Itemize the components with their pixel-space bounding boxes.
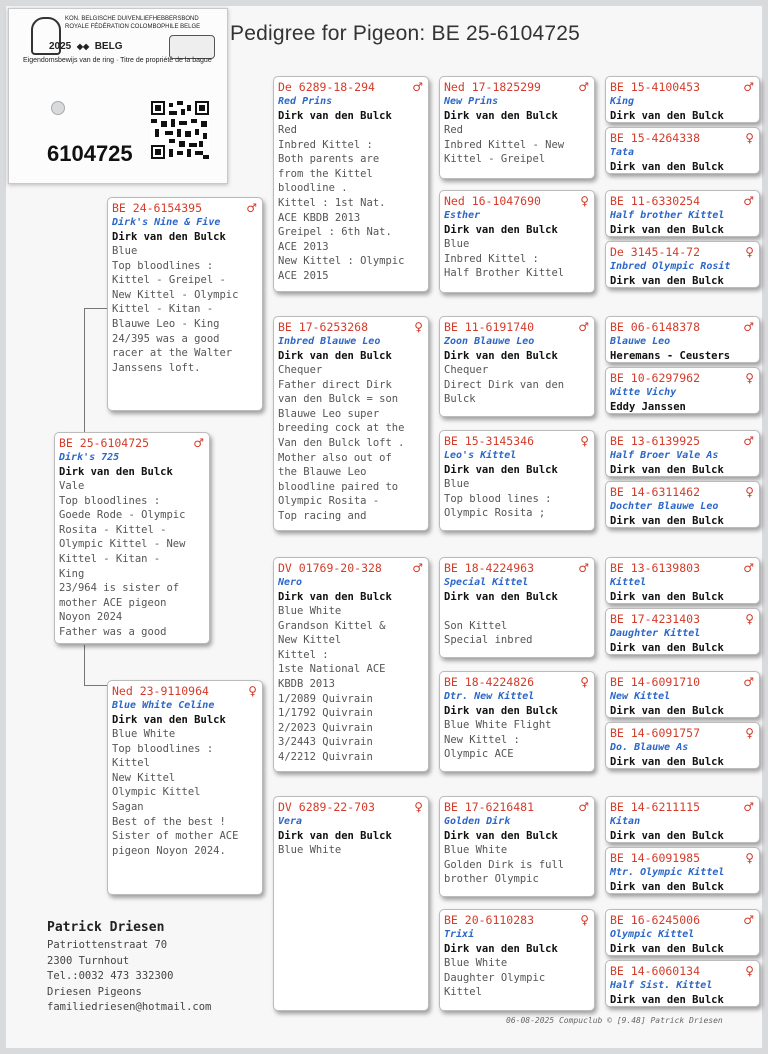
breeder-name: Dirk van den Bulck	[112, 231, 226, 243]
qr-code-icon	[151, 101, 209, 159]
pigeon-info-line: Olympic Rosita ;	[444, 507, 546, 520]
breeder-name: Dirk van den Bulck	[278, 830, 392, 842]
pigeon-info-line: racer at the Walter	[112, 347, 233, 360]
ring-number: BE 11-6330254	[610, 194, 701, 208]
pigeon-info-line: Inbred Kittel :	[444, 252, 539, 265]
breeder-name: Dirk van den Bulck	[278, 591, 392, 603]
pigeon-info-line: Blauwe Leo super	[278, 407, 380, 420]
pigeon-info-line: Red	[278, 124, 297, 136]
pigeon-info-line: Blue White	[444, 844, 508, 856]
ring-number: BE 14-6211115	[610, 800, 701, 814]
male-icon: ♂	[246, 201, 257, 215]
pigeon-info-line: Son Kittel	[444, 619, 508, 632]
pigeon-info-line: Olympic ACE	[444, 748, 514, 761]
pigeon-name: Leo's Kittel	[444, 450, 517, 461]
pigeon-info-line: Direct Dirk van den	[444, 378, 565, 391]
ring-number-row	[112, 684, 257, 699]
pigeon-info-line: New Kittel	[278, 634, 342, 647]
pigeon-info-line: Kittel - Greipel	[444, 153, 546, 166]
breeder-name: Dirk van den Bulck	[610, 756, 724, 768]
pigeon-name: Esther	[444, 210, 481, 221]
ring-number-row	[610, 131, 754, 146]
pigeon-card[interactable]	[439, 909, 595, 1011]
female-icon: ♀	[745, 964, 754, 978]
female-icon: ♀	[580, 434, 589, 448]
connector-line	[84, 308, 109, 433]
pigeon-info-line: Half Brother Kittel	[444, 267, 565, 280]
pigeon-name: Daughter Kittel	[610, 628, 701, 639]
pigeon-info-line: Blue	[444, 238, 470, 250]
pigeon-info-line: Vale	[59, 480, 85, 492]
ring-number-row	[610, 851, 754, 866]
pigeon-info-line: Best of the best !	[112, 815, 226, 828]
pigeon-info-line: Kittel - Kitan -	[112, 303, 214, 316]
pigeon-info-line: Noyon 2024	[59, 611, 123, 624]
pigeon-card[interactable]	[605, 608, 760, 655]
fci-logo-icon	[169, 35, 215, 59]
breeder-name: Dirk van den Bulck	[610, 110, 724, 122]
breeder-name: Dirk van den Bulck	[610, 224, 724, 236]
pigeon-info-line: Special inbred	[444, 634, 533, 647]
ring-number: BE 13-6139803	[610, 561, 701, 575]
pigeon-info-line: 3/2443 Quivrain	[278, 736, 373, 749]
pigeon-card[interactable]	[439, 557, 595, 658]
pigeon-name: King	[610, 96, 635, 107]
pigeon-info-line: mother ACE pigeon	[59, 596, 167, 609]
breeder-name: Dirk van den Bulck	[444, 591, 558, 603]
pigeon-info-line: pigeon Noyon 2024.	[112, 844, 226, 857]
breeder-name: Dirk van den Bulck	[610, 161, 724, 173]
ring-subtitle: Eigendomsbewijs van de ring · Titre de propriété de la bague	[23, 57, 212, 64]
ring-number-row	[444, 80, 589, 95]
ring-header-line: ROYALE FÉDÉRATION COLOMBOPHILE BELGE	[65, 24, 201, 30]
female-icon: ♀	[580, 194, 589, 208]
pigeon-info-line: the Blauwe Leo	[278, 466, 367, 479]
ring-number-row	[610, 964, 754, 979]
ring-number: BE 25-6104725	[59, 436, 150, 450]
pigeon-info-line: Top bloodlines :	[112, 742, 214, 755]
pigeon-name: New Kittel	[610, 691, 671, 702]
pigeon-info-line: Kittel - Greipel -	[112, 274, 226, 287]
ring-number: BE 15-4100453	[610, 80, 701, 94]
pigeon-info-line: Mother also out of	[278, 451, 392, 464]
pigeon-info-line: Father was a good	[59, 625, 167, 638]
pigeon-info-line: Father direct Dirk	[278, 378, 392, 391]
ring-number-row	[610, 194, 754, 209]
pigeon-name: Special Kittel	[444, 577, 529, 588]
pigeon-info-line: Inbred Kittel - New	[444, 138, 565, 151]
ring-number: DV 6289-22-703	[278, 800, 375, 814]
pigeon-info-line: bloodline .	[278, 182, 348, 195]
ring-number: De 6289-18-294	[278, 80, 375, 94]
male-icon: ♂	[743, 675, 754, 689]
ring-header-line: KON. BELGISCHE DUIVENLIEFHEBBERSBOND	[65, 16, 199, 22]
pigeon-info-line: Rosita - Kittel -	[59, 523, 167, 536]
ring-number-row	[278, 320, 423, 335]
ring-number: BE 17-4231403	[610, 612, 701, 626]
pigeon-name: New Prins	[444, 96, 499, 107]
ring-number: BE 10-6297962	[610, 371, 701, 385]
owner-email: familiedriesen@hotmail.com	[47, 1001, 212, 1013]
pigeon-info-line: New Kittel :	[444, 733, 520, 746]
ring-number-row	[610, 675, 754, 690]
pigeon-name: Trixi	[444, 929, 475, 940]
pigeon-card[interactable]	[54, 432, 210, 644]
pigeon-name: Half brother Kittel	[610, 210, 725, 221]
pigeon-card[interactable]	[605, 909, 760, 956]
ring-number-row	[610, 800, 754, 815]
breeder-name: Dirk van den Bulck	[610, 591, 724, 603]
pigeon-info-line: 23/964 is sister of	[59, 582, 180, 595]
pigeon-name: Inbred Olympic Rosit	[610, 261, 731, 272]
ring-number-row	[278, 800, 423, 815]
pigeon-name: Blue White Celine	[112, 700, 215, 711]
pigeon-card[interactable]	[439, 671, 595, 772]
breeder-name: Dirk van den Bulck	[278, 350, 392, 362]
pigeon-card[interactable]	[439, 430, 595, 531]
pigeon-info-line: Blauwe Leo - King	[112, 317, 220, 330]
pigeon-info-line: Inbred Kittel :	[278, 138, 373, 151]
ring-country: BELG	[94, 41, 123, 52]
owner-block	[47, 918, 211, 1016]
pigeon-info-line: ACE 2015	[278, 269, 329, 282]
pigeon-info-line: Olympic Rosita -	[278, 495, 380, 508]
pigeon-info-line: Sister of mother ACE	[112, 830, 239, 843]
ring-number: BE 18-4224963	[444, 561, 535, 575]
pigeon-info-line: Blue	[112, 245, 138, 257]
male-icon: ♂	[743, 800, 754, 814]
breeder-name: Dirk van den Bulck	[610, 515, 724, 527]
breeder-name: Dirk van den Bulck	[59, 466, 173, 478]
male-icon: ♂	[193, 436, 204, 450]
ring-number: BE 20-6110283	[444, 913, 535, 927]
owner-loft: Driesen Pigeons	[47, 985, 142, 998]
pigeon-info-line: Janssens loft.	[112, 361, 201, 374]
pigeon-name: Vera	[278, 816, 303, 827]
breeder-name: Heremans - Ceusters	[610, 350, 731, 362]
ring-number: BE 06-6148378	[610, 320, 701, 334]
ring-number-row	[610, 726, 754, 741]
pigeon-name: Mtr. Olympic Kittel	[610, 867, 725, 878]
pigeon-card[interactable]	[439, 76, 595, 179]
pigeon-info-line: Blue White	[444, 957, 508, 969]
female-icon: ♀	[745, 485, 754, 499]
breeder-name: Dirk van den Bulck	[278, 110, 392, 122]
male-icon: ♂	[578, 800, 589, 814]
ring-number-row	[444, 561, 589, 576]
pigeon-info-line: brother Olympic	[444, 873, 539, 886]
pigeon-card[interactable]	[605, 76, 760, 123]
pigeon-card[interactable]	[439, 796, 595, 897]
pigeon-info-line: King	[59, 567, 85, 580]
breeder-name: Dirk van den Bulck	[444, 110, 558, 122]
pigeon-info-line: Bulck	[444, 393, 476, 406]
breeder-name: Dirk van den Bulck	[444, 705, 558, 717]
ring-year: 2025	[49, 41, 72, 52]
breeder-name: Dirk van den Bulck	[610, 881, 724, 893]
pigeon-name: Dochter Blauwe Leo	[610, 501, 719, 512]
ring-number-row	[610, 612, 754, 627]
ring-number: Ned 17-1825299	[444, 80, 541, 94]
breeder-name: Eddy Janssen	[610, 401, 686, 413]
male-icon: ♂	[743, 194, 754, 208]
ring-number: BE 14-6091757	[610, 726, 701, 740]
pigeon-name: Kittel	[610, 577, 647, 588]
pigeon-info-line: Blue	[444, 478, 470, 490]
pigeon-card[interactable]	[605, 367, 760, 414]
ring-number: BE 17-6253268	[278, 320, 369, 334]
pigeon-name: Dirk's Nine & Five	[112, 217, 221, 228]
ring-number-row	[444, 434, 589, 449]
pigeon-name: Golden Dirk	[444, 816, 511, 827]
ring-number: BE 14-6091710	[610, 675, 701, 689]
ring-number: BE 11-6191740	[444, 320, 535, 334]
pigeon-name: Tata	[610, 147, 635, 158]
pigeon-card[interactable]	[107, 680, 263, 895]
pigeon-card[interactable]	[605, 190, 760, 237]
breeder-name: Dirk van den Bulck	[610, 994, 724, 1006]
pigeon-card[interactable]	[605, 127, 760, 174]
owner-street: Patriottenstraat 70	[47, 939, 168, 951]
ring-number: BE 15-3145346	[444, 434, 535, 448]
pigeon-info-line: ACE 2013	[278, 240, 329, 253]
male-icon: ♂	[743, 80, 754, 94]
ring-number-row	[278, 80, 423, 95]
pigeon-info-line: ACE KBDB 2013	[278, 211, 361, 224]
punch-hole-icon	[51, 101, 65, 115]
pigeon-name: Nero	[278, 577, 303, 588]
ring-number-row	[610, 913, 754, 928]
ring-number-row	[610, 80, 754, 95]
pigeon-info-line: from the Kittel	[278, 167, 373, 180]
pigeon-info-line: Kittel	[444, 986, 482, 999]
pigeon-info-line: Blue White Flight	[444, 719, 552, 731]
pigeon-info-line: Kittel - Kitan -	[59, 552, 161, 565]
pigeon-info-line: KBDB 2013	[278, 677, 335, 690]
pigeon-card[interactable]	[273, 557, 429, 772]
pigeon-info-line: New Kittel	[112, 771, 176, 784]
male-icon: ♂	[412, 80, 423, 94]
female-icon: ♀	[745, 851, 754, 865]
ring-certificate	[8, 8, 228, 184]
pigeon-name: Do. Blauwe As	[610, 742, 689, 753]
pigeon-info-line: Kittel : 1st Nat.	[278, 196, 386, 209]
pigeon-card[interactable]	[439, 190, 595, 293]
male-icon: ♂	[578, 561, 589, 575]
ring-number: BE 14-6091985	[610, 851, 701, 865]
pigeon-info-line: Chequer	[278, 364, 323, 376]
pigeon-info-line: Golden Dirk is full	[444, 858, 565, 871]
pigeon-card[interactable]	[605, 481, 760, 528]
ring-number-row	[59, 436, 204, 451]
pigeon-info-line: Blue White	[278, 844, 342, 856]
ring-number: BE 17-6216481	[444, 800, 535, 814]
pigeon-info-line: Blue White	[112, 728, 176, 740]
pigeon-info-line: Grandson Kittel &	[278, 619, 386, 632]
ring-number: BE 14-6311462	[610, 485, 701, 499]
pigeon-info-line: Goede Rode - Olympic	[59, 509, 186, 522]
owner-phone: Tel.:0032 473 332300	[47, 970, 174, 982]
pigeon-info-line: Chequer	[444, 364, 489, 376]
pigeon-info-line: bloodline paired to	[278, 480, 399, 493]
ring-number-row	[610, 485, 754, 500]
pigeon-card[interactable]	[605, 241, 760, 288]
male-icon: ♂	[578, 80, 589, 94]
ring-number-row	[610, 561, 754, 576]
ring-number: 6104725	[47, 141, 133, 166]
pigeon-info-line: Top racing and	[278, 509, 367, 522]
breeder-name: Dirk van den Bulck	[444, 224, 558, 236]
female-icon: ♀	[745, 245, 754, 259]
pigeon-card[interactable]	[605, 847, 760, 894]
pigeon-info-line: Blue White	[278, 605, 342, 617]
female-icon: ♀	[248, 684, 257, 698]
pigeon-info-line: 24/395 was a good	[112, 332, 220, 345]
pigeon-name: Half Broer Vale As	[610, 450, 719, 461]
male-icon: ♂	[743, 320, 754, 334]
ring-number: De 3145-14-72	[610, 245, 701, 259]
pigeon-card[interactable]	[605, 960, 760, 1007]
ring-number: DV 01769-20-328	[278, 561, 382, 575]
female-icon: ♀	[745, 131, 754, 145]
pigeon-name: Inbred Blauwe Leo	[278, 336, 381, 347]
pigeon-info-line: Top blood lines :	[444, 492, 552, 505]
breeder-name: Dirk van den Bulck	[610, 943, 724, 955]
ring-number-row	[444, 913, 589, 928]
pigeon-info-line: Kittel	[112, 757, 150, 770]
ring-header	[65, 15, 200, 31]
pigeon-info-line: Van den Bulck loft .	[278, 436, 405, 449]
breeder-name: Dirk van den Bulck	[112, 714, 226, 726]
pigeon-name: Half Sist. Kittel	[610, 980, 713, 991]
pigeon-info-line: Red	[444, 124, 463, 136]
breeder-name: Dirk van den Bulck	[610, 275, 724, 287]
pigeon-name: Kitan	[610, 816, 641, 827]
ring-number: BE 24-6154395	[112, 201, 203, 215]
ring-number-row	[278, 561, 423, 576]
pigeon-card[interactable]	[605, 557, 760, 604]
pigeon-info-line: New Kittel - Olympic	[112, 288, 239, 301]
ring-number-row	[444, 194, 589, 209]
pigeon-info-line: van den Bulck = son	[278, 393, 399, 406]
ring-year-country	[49, 41, 122, 52]
female-icon: ♀	[745, 726, 754, 740]
pigeon-info-line	[444, 604, 589, 619]
pigeon-card[interactable]	[273, 76, 429, 292]
male-icon: ♂	[412, 561, 423, 575]
pigeon-info-line: 1/1792 Quivrain	[278, 707, 373, 720]
pigeon-info-line: Greipel : 6th Nat.	[278, 226, 392, 239]
breeder-name: Dirk van den Bulck	[444, 350, 558, 362]
female-icon: ♀	[745, 371, 754, 385]
pigeon-card[interactable]	[107, 197, 263, 411]
ring-number: Ned 23-9110964	[112, 684, 209, 698]
ring-number-row	[444, 320, 589, 335]
female-icon: ♀	[580, 675, 589, 689]
connector-line	[84, 645, 109, 686]
male-icon: ♂	[743, 561, 754, 575]
pigeon-card[interactable]	[605, 671, 760, 718]
pigeon-info-line: Daughter Olympic	[444, 971, 546, 984]
breeder-name: Dirk van den Bulck	[444, 830, 558, 842]
pigeon-name: Dirk's 725	[59, 452, 120, 463]
pigeon-name: Red Prins	[278, 96, 333, 107]
pigeon-info-line: Kittel :	[278, 648, 329, 661]
ring-number-row	[444, 800, 589, 815]
pigeon-card[interactable]	[605, 796, 760, 843]
ring-number: BE 16-6245006	[610, 913, 701, 927]
pigeon-card[interactable]	[439, 316, 595, 417]
breeder-name: Dirk van den Bulck	[610, 642, 724, 654]
ring-number: BE 15-4264338	[610, 131, 701, 145]
footer-credit: 06-08-2025 Compuclub © [9.48] Patrick Driesen	[506, 1016, 723, 1025]
pigeon-name: Blauwe Leo	[610, 336, 671, 347]
pigeon-card[interactable]	[605, 722, 760, 769]
ring-number: Ned 16-1047690	[444, 194, 541, 208]
male-icon: ♂	[578, 320, 589, 334]
ring-number-row	[112, 201, 257, 216]
pigeon-info-line: Olympic Kittel - New	[59, 538, 186, 551]
ring-number-row	[610, 371, 754, 386]
page-title: Pedigree for Pigeon: BE 25-6104725	[230, 22, 581, 45]
pigeon-card[interactable]	[605, 430, 760, 477]
pigeon-card[interactable]	[273, 796, 429, 1011]
pigeon-card[interactable]	[605, 316, 760, 363]
ring-number: BE 18-4224826	[444, 675, 535, 689]
female-icon: ♀	[414, 800, 423, 814]
pigeon-name: Witte Vichy	[610, 387, 677, 398]
female-icon: ♀	[414, 320, 423, 334]
pigeon-info-line: Top bloodlines :	[59, 494, 161, 507]
pigeon-info-line: Both parents are	[278, 153, 380, 166]
ring-number-row	[444, 675, 589, 690]
ring-number: BE 14-6060134	[610, 964, 701, 978]
pigeon-name: Zoon Blauwe Leo	[444, 336, 535, 347]
breeder-name: Dirk van den Bulck	[444, 943, 558, 955]
pigeon-info-line: breeding cock at the	[278, 422, 405, 435]
ring-number-row	[610, 434, 754, 449]
pigeon-info-line: Olympic Kittel	[112, 786, 201, 799]
ring-number-row	[610, 320, 754, 335]
pigeon-info-line: 4/2212 Quivrain	[278, 750, 373, 763]
ring-diamond-icon: ◆◆	[76, 42, 90, 51]
pigeon-name: Olympic Kittel	[610, 929, 695, 940]
female-icon: ♀	[745, 612, 754, 626]
female-icon: ♀	[580, 913, 589, 927]
pigeon-info-line: 1ste National ACE	[278, 663, 386, 676]
pigeon-info-line: New Kittel : Olympic	[278, 255, 405, 268]
pigeon-info-line: Sagan	[112, 800, 144, 813]
male-icon: ♂	[743, 434, 754, 448]
breeder-name: Dirk van den Bulck	[610, 464, 724, 476]
male-icon: ♂	[743, 913, 754, 927]
owner-city: 2300 Turnhout	[47, 954, 130, 967]
ring-number-row	[610, 245, 754, 260]
breeder-name: Dirk van den Bulck	[610, 830, 724, 842]
breeder-name: Dirk van den Bulck	[610, 705, 724, 717]
ring-number: BE 13-6139925	[610, 434, 701, 448]
breeder-name: Dirk van den Bulck	[444, 464, 558, 476]
pigeon-card[interactable]	[273, 316, 429, 531]
pigeon-name: Dtr. New Kittel	[444, 691, 535, 702]
owner-name: Patrick Driesen	[47, 920, 165, 935]
pigeon-info-line: Top bloodlines :	[112, 259, 214, 272]
pigeon-info-line: 2/2023 Quivrain	[278, 721, 373, 734]
pigeon-info-line: 1/2089 Quivrain	[278, 692, 373, 705]
